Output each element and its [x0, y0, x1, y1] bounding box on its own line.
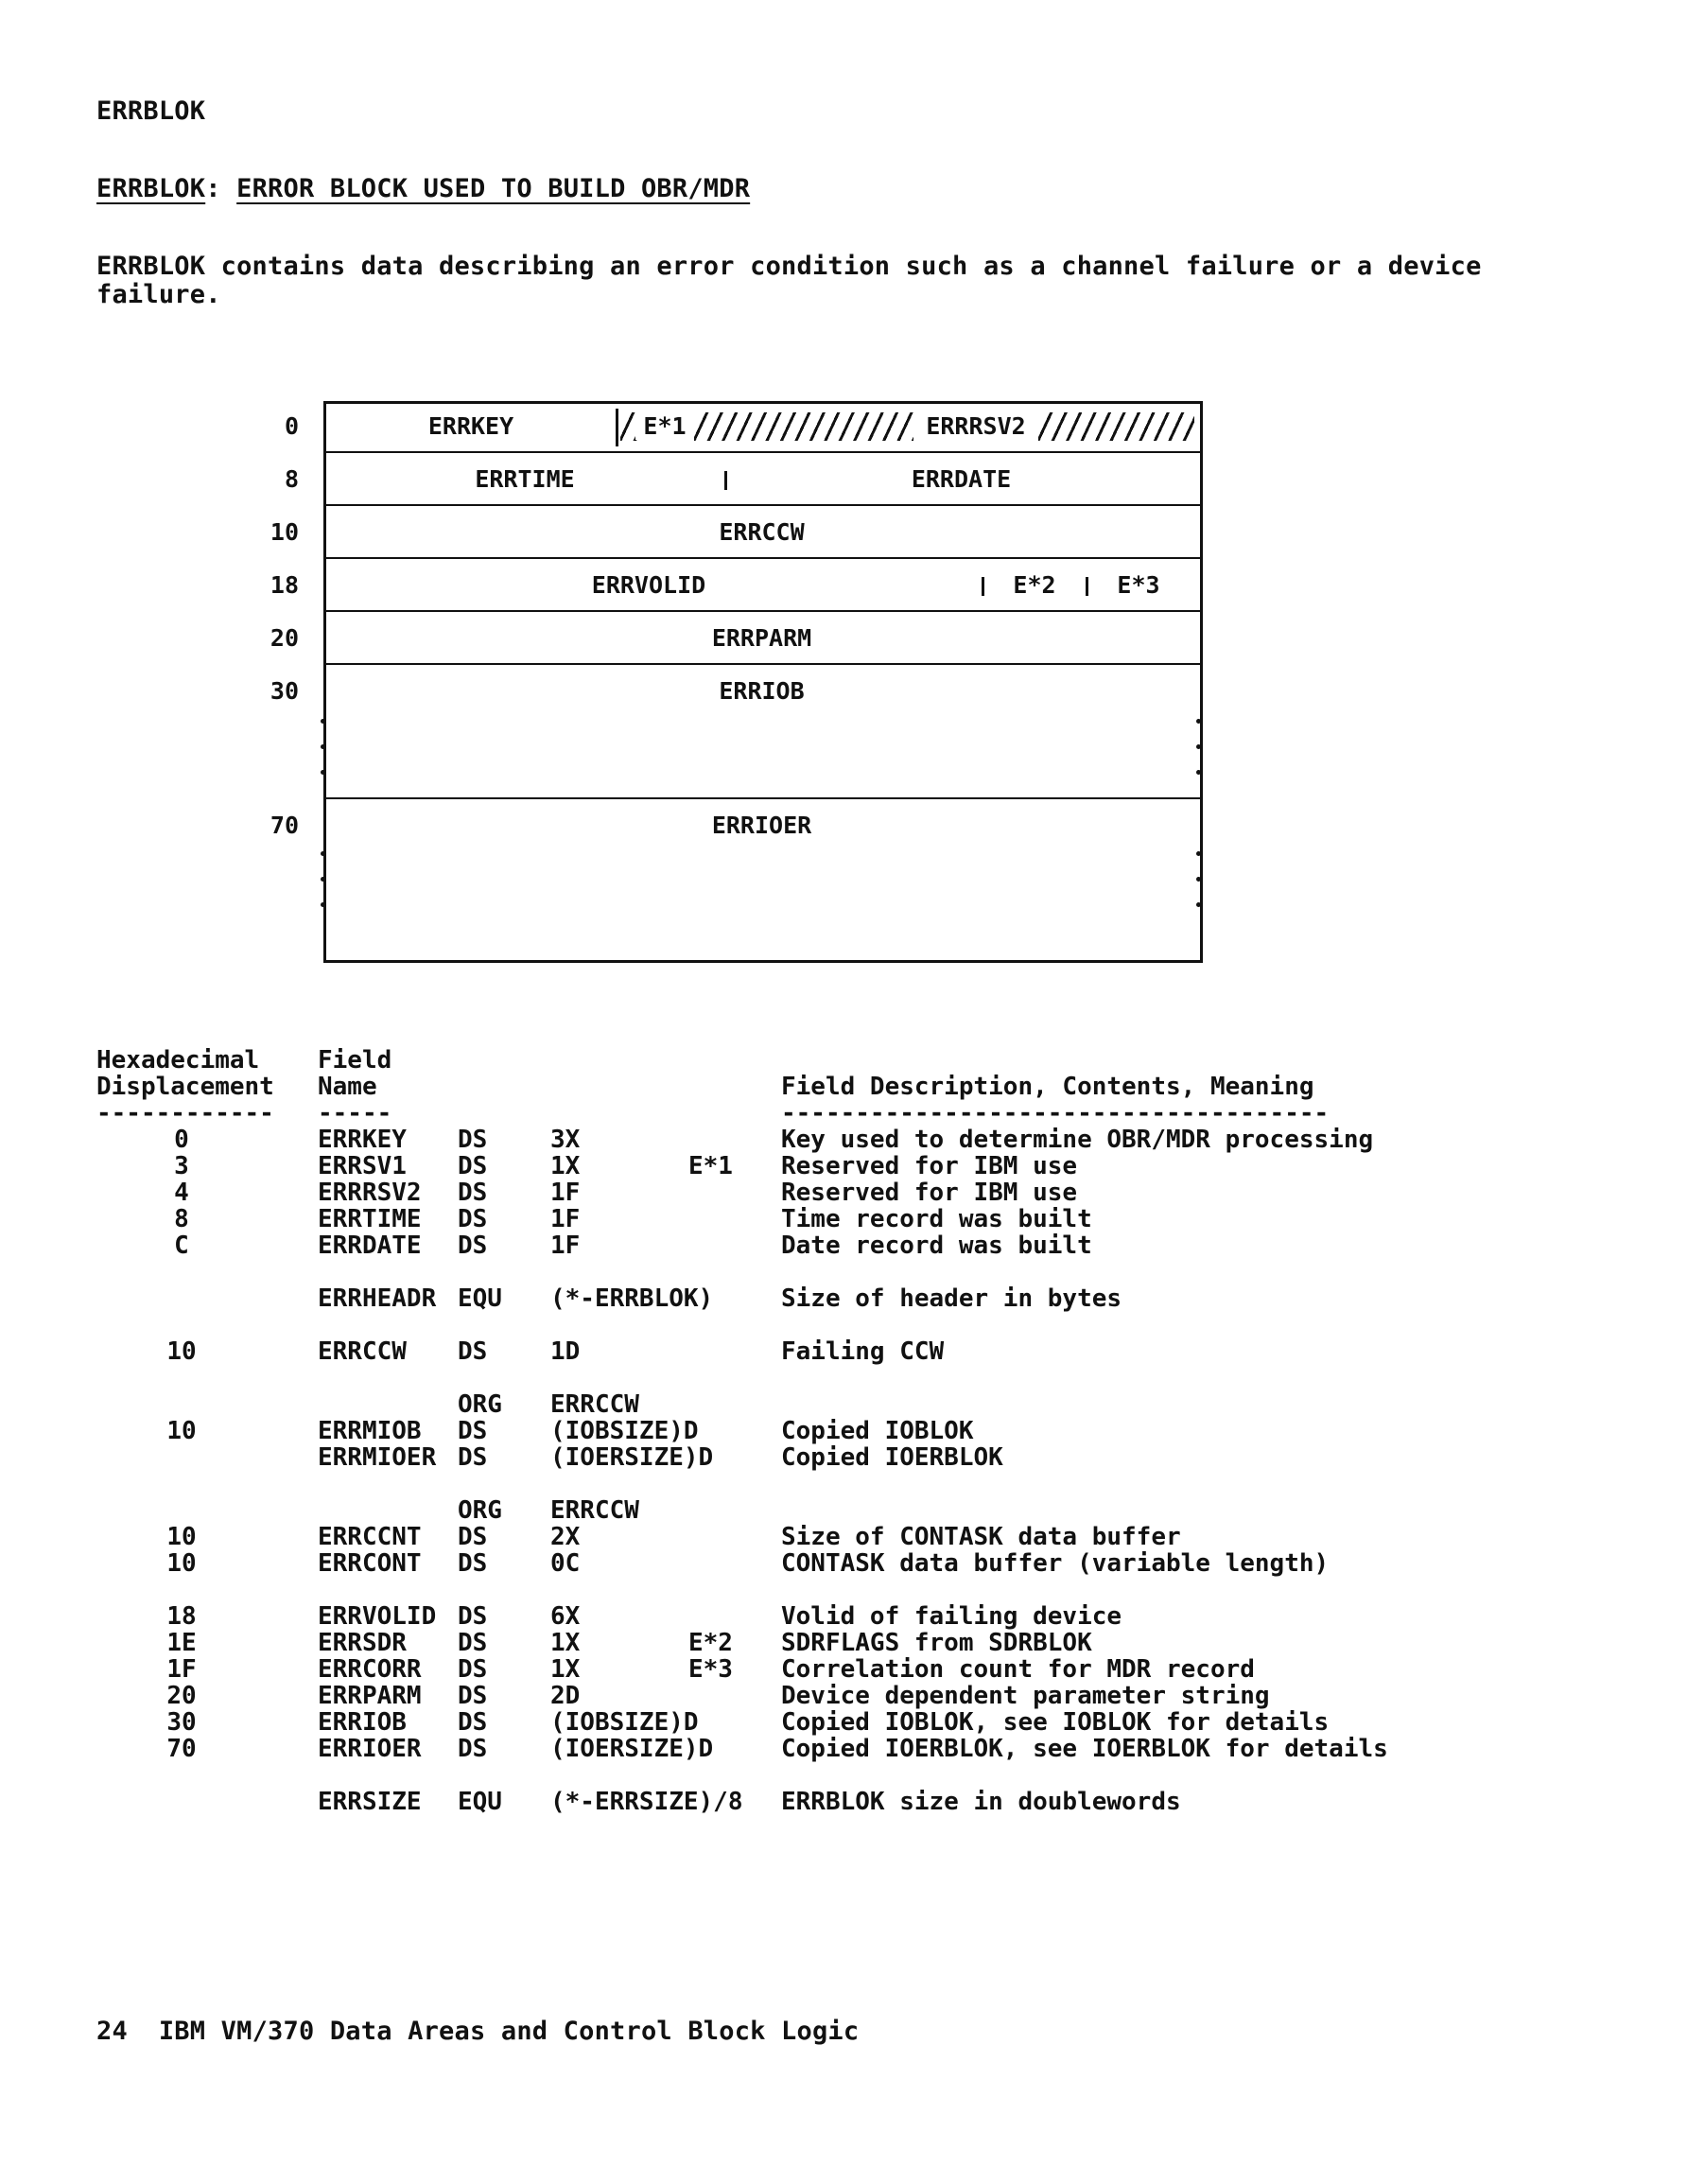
row-directive: DS — [458, 1126, 488, 1154]
row-operand: 1F — [550, 1232, 581, 1260]
header-displacement-2: Displacement — [96, 1073, 274, 1101]
row-operand: (IOBSIZE)D — [550, 1417, 699, 1445]
row-description: Copied IOERBLOK — [781, 1443, 1003, 1472]
row-operand: 2X — [550, 1523, 581, 1551]
continuation-dot — [1196, 770, 1201, 775]
continuation-dot — [1196, 744, 1201, 749]
title-colon: : — [205, 174, 221, 203]
row-displacement: 1E — [166, 1629, 197, 1657]
header-description: Field Description, Contents, Meaning — [781, 1073, 1314, 1101]
header-field-2: Name — [318, 1073, 377, 1101]
field-e3: E*3 — [1117, 571, 1160, 599]
field-errccw: ERRCCW — [719, 518, 805, 546]
header-description-rule: ------------------------------------- — [781, 1099, 1330, 1127]
row-displacement: 70 — [166, 1735, 197, 1763]
row-operand: 2D — [550, 1682, 581, 1710]
row-operand: 1X — [550, 1152, 581, 1180]
row-operand: 1F — [550, 1179, 581, 1207]
continuation-dot — [1196, 902, 1201, 907]
row-directive: DS — [458, 1152, 488, 1180]
offset-label: 20 — [270, 624, 299, 652]
row-description: Size of CONTASK data buffer — [781, 1523, 1181, 1551]
offset-label: 8 — [284, 465, 299, 493]
row-divider — [323, 663, 1203, 665]
row-field-name: ERRTIME — [318, 1205, 422, 1233]
row-field-name: ERRCORR — [318, 1655, 422, 1684]
row-field-name: ERRSIZE — [318, 1788, 422, 1816]
row-directive: DS — [458, 1629, 488, 1657]
row-description: CONTASK data buffer (variable length) — [781, 1549, 1330, 1578]
cell-divider — [616, 409, 618, 446]
offset-label: 30 — [270, 677, 299, 705]
row-directive: DS — [458, 1602, 488, 1631]
row-flag: E*2 — [688, 1629, 733, 1657]
row-directive: DS — [458, 1682, 488, 1710]
row-displacement: 10 — [166, 1549, 197, 1578]
header-displacement-1: Hexadecimal — [96, 1046, 260, 1075]
continuation-dot — [321, 877, 325, 882]
field-e1: E*1 — [635, 412, 694, 440]
field-errtime: ERRTIME — [475, 465, 575, 493]
row-field-name: ERRVOLID — [318, 1602, 437, 1631]
row-description: Copied IOERBLOK, see IOERBLOK for details — [781, 1735, 1388, 1763]
title-name: ERRBLOK — [96, 174, 206, 203]
row-operand: 1D — [550, 1337, 581, 1366]
row-divider — [323, 451, 1203, 453]
row-description: Correlation count for MDR record — [781, 1655, 1255, 1684]
row-operand: (IOERSIZE)D — [550, 1735, 714, 1763]
running-head: ERRBLOK — [96, 96, 206, 126]
offset-label: 70 — [270, 812, 299, 839]
row-description: Volid of failing device — [781, 1602, 1122, 1631]
page-number: 24 — [96, 2017, 128, 2046]
row-displacement: 1F — [166, 1655, 197, 1684]
row-field-name: ERRCCNT — [318, 1523, 422, 1551]
row-divider — [323, 504, 1203, 506]
row-operand: 0C — [550, 1549, 581, 1578]
row-displacement: 10 — [166, 1337, 197, 1366]
field-erriob: ERRIOB — [719, 677, 805, 705]
row-description: Reserved for IBM use — [781, 1179, 1078, 1207]
row-displacement: 20 — [166, 1682, 197, 1710]
row-field-name: ERRSDR — [318, 1629, 407, 1657]
row-displacement: 10 — [166, 1417, 197, 1445]
row-directive: DS — [458, 1549, 488, 1578]
row-field-name: ERRCONT — [318, 1549, 422, 1578]
field-e2: E*2 — [1013, 571, 1056, 599]
header-field-1: Field — [318, 1046, 392, 1075]
row-field-name: ERRIOER — [318, 1735, 422, 1763]
row-operand: (*-ERRBLOK) — [550, 1284, 714, 1313]
row-displacement: 30 — [166, 1708, 197, 1737]
row-directive: DS — [458, 1417, 488, 1445]
header-field-rule: ----- — [318, 1099, 392, 1127]
hatch-area — [694, 412, 913, 441]
footer — [96, 2018, 859, 2045]
row-field-name: ERRIOB — [318, 1708, 407, 1737]
row-description: Device dependent parameter string — [781, 1682, 1270, 1710]
row-field-name: ERRRSV2 — [318, 1179, 422, 1207]
row-displacement: C — [174, 1232, 189, 1260]
row-directive: DS — [458, 1523, 488, 1551]
row-description: Copied IOBLOK, see IOBLOK for details — [781, 1708, 1330, 1737]
row-description: Time record was built — [781, 1205, 1092, 1233]
continuation-dot — [321, 719, 325, 724]
row-divider — [323, 797, 1203, 799]
row-description: Date record was built — [781, 1232, 1092, 1260]
row-directive: DS — [458, 1179, 488, 1207]
row-field-name: ERRMIOER — [318, 1443, 437, 1472]
row-displacement: 3 — [174, 1152, 189, 1180]
row-field-name: ERRPARM — [318, 1682, 422, 1710]
continuation-dot — [1196, 719, 1201, 724]
title-text: ERROR BLOCK USED TO BUILD OBR/MDR — [236, 174, 751, 203]
row-field-name: ERRKEY — [318, 1126, 407, 1154]
row-directive: DS — [458, 1735, 488, 1763]
row-operand: 6X — [550, 1602, 581, 1631]
intro-line-1: ERRBLOK contains data describing an error condition such as a channel failure or a device — [96, 252, 1482, 281]
row-operand: ERRCCW — [550, 1390, 639, 1419]
row-operand: (IOERSIZE)D — [550, 1443, 714, 1472]
row-directive: DS — [458, 1337, 488, 1366]
row-directive: EQU — [458, 1788, 502, 1816]
cell-divider — [1086, 577, 1088, 596]
continuation-dot — [321, 851, 325, 856]
row-flag: E*1 — [688, 1152, 733, 1180]
row-description: Failing CCW — [781, 1337, 945, 1366]
row-field-name: ERRMIOB — [318, 1417, 422, 1445]
row-operand: 1X — [550, 1655, 581, 1684]
row-operand: 3X — [550, 1126, 581, 1154]
continuation-dot — [321, 770, 325, 775]
row-description: ERRBLOK size in doublewords — [781, 1788, 1181, 1816]
row-description: Reserved for IBM use — [781, 1152, 1078, 1180]
row-displacement: 8 — [174, 1205, 189, 1233]
row-directive: DS — [458, 1205, 488, 1233]
row-field-name: ERRCCW — [318, 1337, 407, 1366]
row-directive: DS — [458, 1443, 488, 1472]
field-errdate: ERRDATE — [911, 465, 1012, 493]
row-directive: EQU — [458, 1284, 502, 1313]
row-field-name: ERRSV1 — [318, 1152, 407, 1180]
row-description: Size of header in bytes — [781, 1284, 1122, 1313]
row-description: Key used to determine OBR/MDR processing — [781, 1126, 1374, 1154]
row-description: Copied IOBLOK — [781, 1417, 974, 1445]
continuation-dot — [321, 744, 325, 749]
row-operand: (IOBSIZE)D — [550, 1708, 699, 1737]
row-displacement: 0 — [174, 1126, 189, 1154]
footer-title: IBM VM/370 Data Areas and Control Block Logic — [158, 2017, 860, 2046]
continuation-dot — [1196, 877, 1201, 882]
row-field-name: ERRHEADR — [318, 1284, 437, 1313]
row-directive: DS — [458, 1708, 488, 1737]
field-errvolid: ERRVOLID — [591, 571, 706, 599]
field-errrsv2: ERRRSV2 — [913, 412, 1038, 440]
row-operand: 1F — [550, 1205, 581, 1233]
hatch-area — [1038, 412, 1194, 441]
row-directive: ORG — [458, 1496, 502, 1525]
offset-label: 0 — [284, 412, 299, 440]
offset-label: 10 — [270, 518, 299, 546]
field-errioer: ERRIOER — [711, 812, 812, 839]
row-directive: DS — [458, 1655, 488, 1684]
continuation-dot — [321, 902, 325, 907]
field-errkey: ERRKEY — [427, 412, 514, 440]
row-description: SDRFLAGS from SDRBLOK — [781, 1629, 1092, 1657]
row-field-name: ERRDATE — [318, 1232, 422, 1260]
row-displacement: 10 — [166, 1523, 197, 1551]
control-block-diagram — [0, 0, 1687, 984]
row-flag: E*3 — [688, 1655, 733, 1684]
offset-label: 18 — [270, 571, 299, 599]
row-divider — [323, 557, 1203, 559]
intro-line-2: failure. — [96, 280, 221, 309]
row-divider — [323, 610, 1203, 612]
row-directive: ORG — [458, 1390, 502, 1419]
row-operand: ERRCCW — [550, 1496, 639, 1525]
row-operand: (*-ERRSIZE)/8 — [550, 1788, 743, 1816]
row-displacement: 4 — [174, 1179, 189, 1207]
row-operand: 1X — [550, 1629, 581, 1657]
cell-divider — [982, 577, 984, 596]
row-displacement: 18 — [166, 1602, 197, 1631]
header-displacement-rule: ------------ — [96, 1099, 274, 1127]
field-errparm: ERRPARM — [711, 624, 812, 652]
row-directive: DS — [458, 1232, 488, 1260]
continuation-dot — [1196, 851, 1201, 856]
